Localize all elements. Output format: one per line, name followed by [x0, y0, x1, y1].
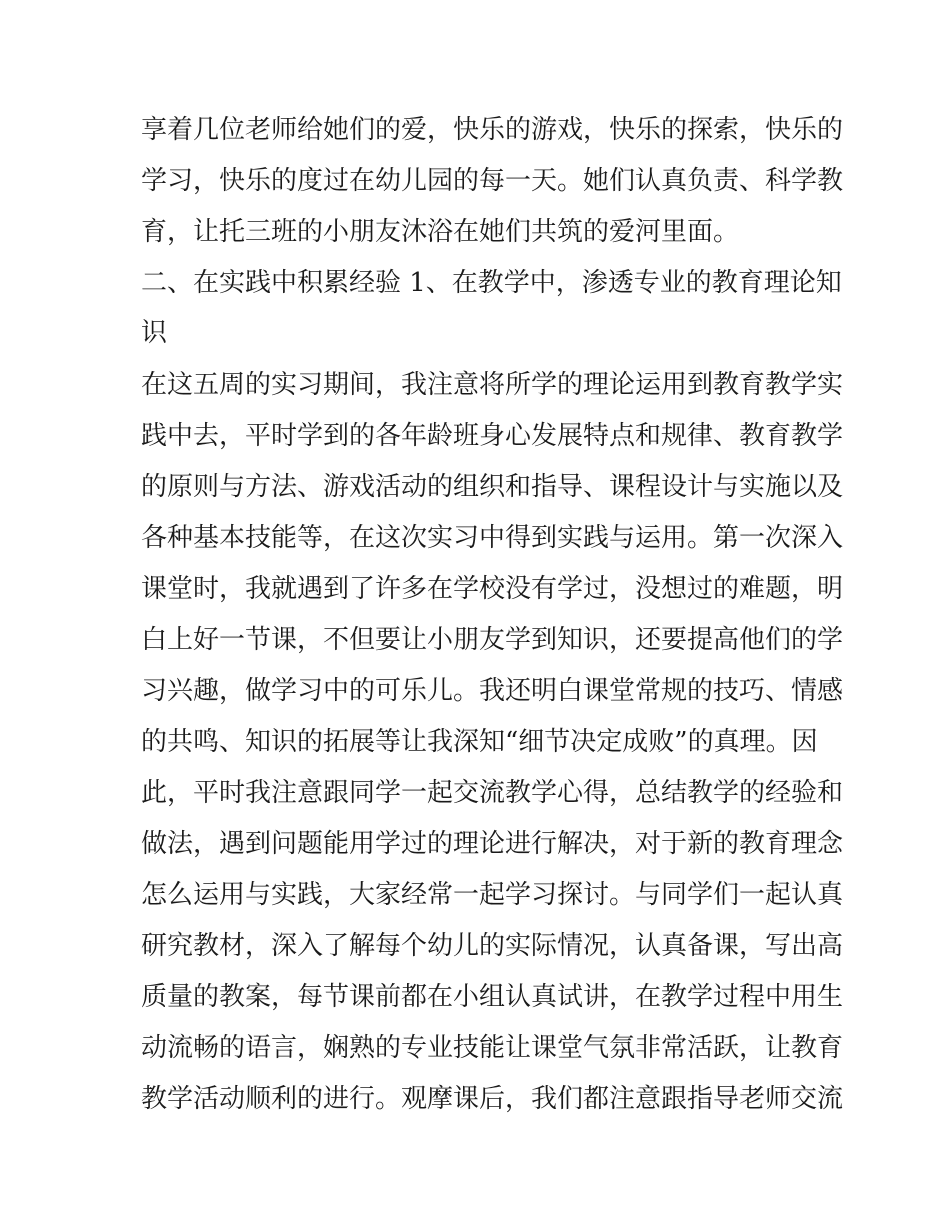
text-line: 践中去，平时学到的各年龄班身心发展特点和规律、教育教学: [141, 421, 844, 451]
text-line: 各种基本技能等，在这次实习中得到实践与运用。第一次深入: [141, 523, 844, 553]
section-heading-continuation: 识: [141, 318, 168, 348]
section-heading: 二、在实践中积累经验 1、在教学中，渗透专业的教育理论知: [141, 268, 842, 298]
text-line: 在这五周的实习期间，我注意将所学的理论运用到教育教学实: [141, 370, 844, 400]
text-line: 此，平时我注意跟同学一起交流教学心得，总结教学的经验和: [141, 778, 844, 808]
text-line: 白上好一节课，不但要让小朋友学到知识，还要提高他们的学: [141, 625, 844, 655]
text-line: 做法，遇到问题能用学过的理论进行解决，对于新的教育理念: [141, 829, 844, 859]
text-line: 研究教材，深入了解每个幼儿的实际情况，认真备课，写出高: [141, 931, 844, 961]
text-line: 的共鸣、知识的拓展等让我深知“细节决定成败”的真理。因: [141, 727, 818, 757]
text-line: 育，让托三班的小朋友沐浴在她们共筑的爱河里面。: [141, 217, 740, 247]
text-line: 课堂时，我就遇到了许多在学校没有学过，没想过的难题，明: [141, 574, 844, 604]
text-line: 教学活动顺利的进行。观摩课后，我们都注意跟指导老师交流: [141, 1084, 844, 1114]
text-line: 享着几位老师给她们的爱，快乐的游戏，快乐的探索，快乐的: [141, 115, 844, 145]
text-line: 习兴趣，做学习中的可乐儿。我还明白课堂常规的技巧、情感: [141, 676, 844, 706]
text-line: 的原则与方法、游戏活动的组织和指导、课程设计与实施以及: [141, 472, 844, 502]
text-line: 动流畅的语言，娴熟的专业技能让课堂气氛非常活跃，让教育: [141, 1033, 844, 1063]
text-line: 怎么运用与实践，大家经常一起学习探讨。与同学们一起认真: [141, 880, 844, 910]
text-line: 质量的教案，每节课前都在小组认真试讲，在教学过程中用生: [141, 982, 844, 1012]
text-line: 学习，快乐的度过在幼儿园的每一天。她们认真负责、科学教: [141, 166, 844, 196]
